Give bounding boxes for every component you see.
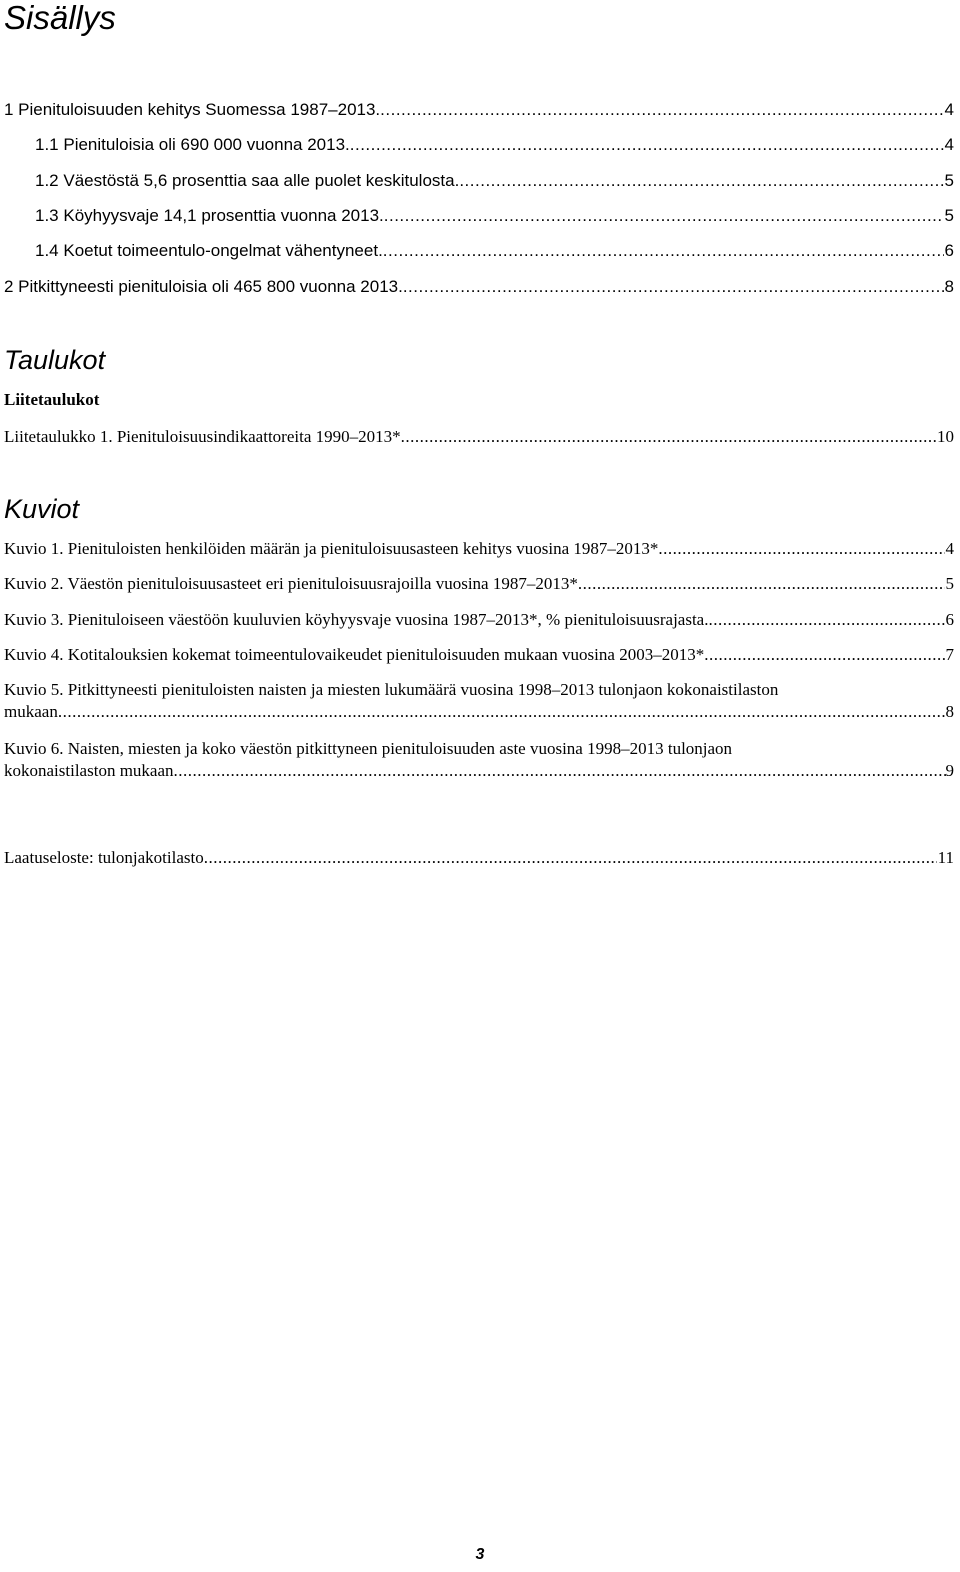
toc-entry[interactable] — [4, 276, 954, 298]
toc-entry-page: 11 — [937, 848, 954, 867]
toc-entry-page: 10 — [937, 427, 954, 446]
dot-leader — [384, 205, 944, 227]
toc-entry-text: Liitetaulukko 1. Pienituloisuusindikaattoreita 1990–2013* — [4, 427, 401, 446]
toc-entry[interactable] — [4, 609, 954, 631]
toc-entry-page: 5 — [945, 574, 954, 593]
toc-entry-text: 2 Pitkittyneesti pienituloisia oli 465 800 vuonna 2013. — [4, 277, 403, 296]
dot-leader — [658, 538, 944, 560]
toc-entry-page: 4 — [944, 100, 954, 119]
toc-entry-text: Kuvio 1. Pienituloisten henkilöiden määrän ja pienituloisuusasteen kehitys vuosina 1987–2013* — [4, 539, 659, 558]
toc-entry[interactable] — [4, 738, 954, 782]
toc-entry[interactable] — [35, 205, 954, 227]
toc-entry[interactable] — [4, 847, 954, 869]
toc-entry[interactable] — [4, 644, 954, 666]
toc-entry-page: 7 — [945, 645, 954, 664]
toc-entry[interactable] — [4, 679, 954, 723]
toc-entry[interactable] — [4, 573, 954, 595]
dot-leader — [204, 847, 937, 869]
dot-leader — [174, 760, 946, 782]
toc-entry[interactable] — [4, 538, 954, 560]
toc-entry-page: 6 — [944, 241, 954, 260]
toc-entry-page: 8 — [945, 702, 954, 721]
toc-entry-text-continued: kokonaistilaston mukaan — [4, 761, 174, 780]
toc-entry[interactable] — [4, 99, 954, 121]
toc-entry-text: Kuvio 2. Väestön pienituloisuusasteet eri pienituloisuusrajoilla vuosina 1987–2013* — [4, 574, 578, 593]
dot-leader — [459, 170, 943, 192]
appendix-tables-subheading: Liitetaulukot — [4, 390, 100, 409]
dot-leader — [350, 134, 944, 156]
toc-entry-text: 1 Pienituloisuuden kehitys Suomessa 1987–2013. — [4, 100, 381, 119]
figures-heading: Kuviot — [4, 494, 80, 524]
toc-entry-page: 4 — [944, 135, 954, 154]
toc-entry-text: Kuvio 6. Naisten, miesten ja koko väestön pitkittyneen pienituloisuuden aste vuosina 1998–2013 tulonjaon — [4, 739, 733, 758]
toc-entry-text: 1.4 Koetut toimeentulo-ongelmat vähentyneet. — [35, 241, 383, 260]
toc-entry-page: 4 — [945, 539, 954, 558]
toc-entry[interactable] — [4, 426, 954, 448]
toc-entry-text-continued: mukaan — [4, 702, 58, 721]
dot-leader — [403, 276, 944, 298]
toc-entry-text: Laatuseloste: tulonjakotilasto — [4, 848, 204, 867]
tables-heading: Taulukot — [4, 345, 106, 375]
dot-leader — [58, 701, 946, 723]
dot-leader — [380, 99, 943, 121]
toc-entry-text: Kuvio 4. Kotitalouksien kokemat toimeentulovaikeudet pienituloisuuden mukaan vuosina 2003–2013* — [4, 645, 705, 664]
toc-entry[interactable] — [35, 134, 954, 156]
toc-entry-page: 8 — [944, 277, 954, 296]
toc-entry[interactable] — [35, 170, 954, 192]
toc-entry-page: 9 — [945, 761, 954, 780]
toc-entry-page: 6 — [945, 610, 954, 629]
toc-entry-text: Kuvio 5. Pitkittyneesti pienituloisten naisten ja miesten lukumäärä vuosina 1998–2013 tulonjaon kokonaistilaston — [4, 680, 779, 699]
dot-leader — [578, 573, 945, 595]
page-number: 3 — [475, 1546, 485, 1563]
toc-entry-text: 1.3 Köyhyysvaje 14,1 prosenttia vuonna 2013. — [35, 206, 384, 225]
toc-entry-text: Kuvio 3. Pienituloiseen väestöön kuuluvien köyhyysvaje vuosina 1987–2013*, % pienituloisuusrajasta. — [4, 610, 709, 629]
dot-leader — [708, 609, 944, 631]
toc-entry[interactable] — [35, 240, 954, 262]
toc-entry-text: 1.1 Pienituloisia oli 690 000 vuonna 2013. — [35, 135, 350, 154]
dot-leader — [704, 644, 944, 666]
toc-entry-page: 5 — [944, 171, 954, 190]
toc-entry-page: 5 — [944, 206, 954, 225]
contents-title: Sisällys — [4, 0, 116, 36]
dot-leader — [401, 426, 936, 448]
toc-entry-text: 1.2 Väestöstä 5,6 prosenttia saa alle puolet keskitulosta. — [35, 171, 460, 190]
dot-leader — [383, 240, 944, 262]
